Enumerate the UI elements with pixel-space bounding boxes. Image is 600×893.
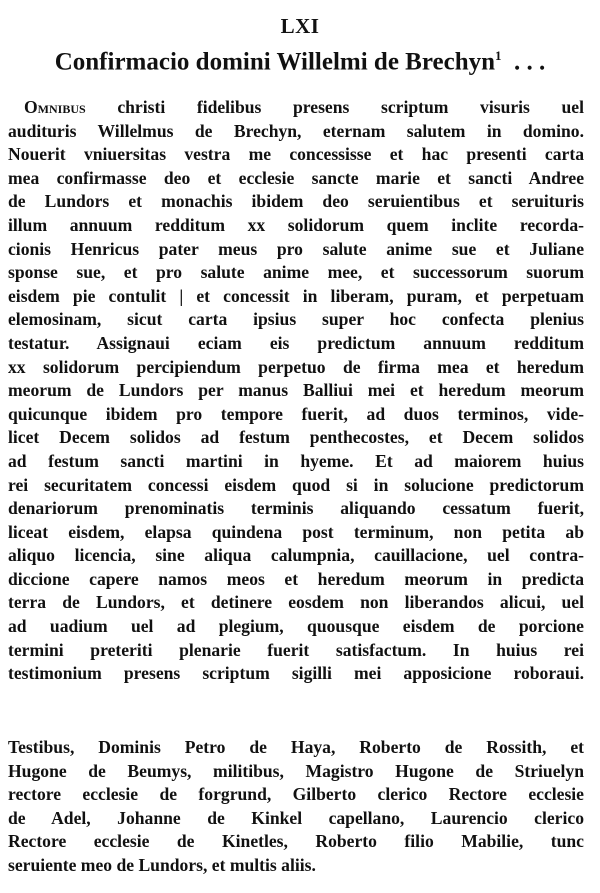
body-line: testimonium presens scriptum sigilli mei apposicione roboraui.: [8, 663, 584, 684]
witness-line: de Adel, Johanne de Kinkel capellano, Laurencio clerico: [8, 807, 584, 828]
body-line: rei securitatem concessi eisdem quod si in solucione predictorum: [8, 474, 584, 495]
witness-line: rectore ecclesie de forgrund, Gilberto clerico Rectore ecclesie: [8, 784, 584, 805]
body-line: xx solidorum percipiendum perpetuo de firma mea et heredum: [8, 356, 584, 377]
body-line: de Lundors et monachis ibidem deo seruientibus et seruituris: [8, 191, 584, 212]
witness-line: Testibus, Dominis Petro de Haya, Roberto de Rossith, et: [8, 737, 584, 757]
body-line: cionis Henricus pater meus pro salute anime sue et Juliane: [8, 238, 584, 259]
charter-body: [8, 96, 584, 686]
body-line: testatur. Assignaui eciam eis predictum annuum redditum: [8, 332, 584, 353]
body-line: liceat eisdem, elapsa quindena post terminum, non petita ab: [8, 521, 584, 542]
body-line: diccione capere namos meos et heredum meorum in predicta: [8, 568, 584, 589]
charter-title-ellipsis: . . .: [514, 48, 546, 76]
witness-line: Hugone de Beumys, militibus, Magistro Hugone de Striuelyn: [8, 760, 584, 781]
charter-title-text: Confirmacio domini Willelmi de Brechyn: [54, 48, 496, 76]
body-line: ad uadium uel ad plegium, quousque eisdem de porcione: [8, 616, 584, 637]
body-line: Nouerit vniuersitas vestra me concessisse et hac presenti carta: [8, 144, 584, 165]
body-line: denariorum prenominatis terminis aliquando cessatum fuerit,: [8, 498, 584, 519]
body-line: termini preteriti plenarie fuerit satisfactum. In huius rei: [8, 639, 584, 660]
witness-line: Rectore ecclesie de Kinetles, Roberto filio Mabilie, tunc: [8, 831, 584, 852]
body-line: ad festum sancti martini in hyeme. Et ad maiorem huius: [8, 450, 584, 471]
witness-line: seruiente meo de Lundors, et multis aliis.: [8, 854, 316, 875]
footnote-marker: 1: [495, 48, 502, 63]
body-line: mea confirmasse deo et ecclesie sancte marie et sancti Andree: [8, 167, 584, 188]
body-line: elemosinam, sicut carta ipsius super hoc confecta plenius: [8, 309, 584, 330]
charter-number: LXI: [280, 14, 320, 38]
body-line: eisdem pie contulit | et concessit in liberam, puram, et perpetuam: [8, 285, 584, 306]
body-line: meorum de Lundors per manus Balliui mei et heredum meorum: [8, 380, 584, 401]
body-line: aliquo licencia, sine aliqua calumpnia, cauillacione, uel contra-: [8, 545, 584, 566]
witness-list: [8, 736, 584, 878]
body-line: audituris Willelmus de Brechyn, eternam salutem in domino.: [8, 120, 584, 141]
body-line: quicunque ibidem pro tempore fuerit, ad duos terminos, vide-: [8, 403, 584, 424]
body-line: [8, 96, 584, 120]
body-line: licet Decem solidos ad festum penthecostes, et Decem solidos: [8, 427, 584, 448]
body-line: terra de Lundors, et detinere eosdem non liberandos alicui, uel: [8, 592, 584, 613]
body-line: illum annuum redditum xx solidorum quem inclite recorda-: [8, 214, 584, 235]
opening-word: Omnibus: [24, 97, 86, 117]
charter-title: [0, 48, 600, 76]
body-line: sponse sue, et pro salute anime mee, et successorum suorum: [8, 262, 584, 283]
body-line-text: christi fidelibus presens scriptum visuris uel: [117, 97, 584, 117]
